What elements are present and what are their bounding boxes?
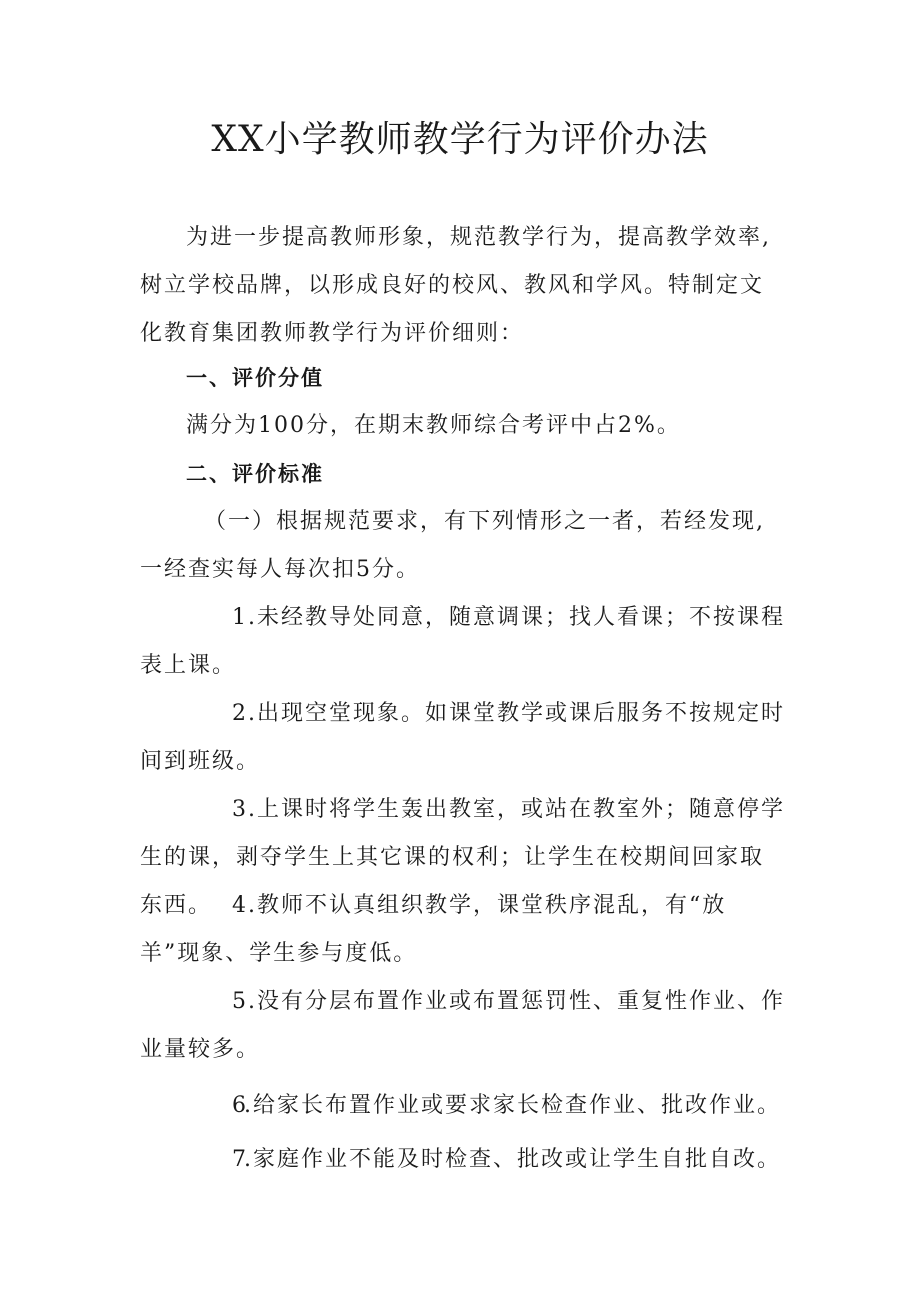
item-number: 7 xyxy=(232,1147,248,1172)
item-text: .教师不认真组织教学，课堂秩序混乱，有“放羊”现象、学生参与度低。 xyxy=(140,893,727,966)
item-text: .出现空堂现象。如课堂教学或课后服务不按规定时间到班级。 xyxy=(140,701,785,774)
item-number: 3 xyxy=(232,797,248,822)
list-item xyxy=(140,1136,785,1184)
list-item xyxy=(140,1082,785,1130)
section-2-heading: 二、评价标准 xyxy=(186,462,324,486)
item-text: .家庭作业不能及时检查、批改或让学生自批自改。 xyxy=(244,1147,781,1172)
intro-paragraph: 为进一步提高教师形象，规范教学行为，提高教学效率,树立学校品牌，以形成良好的校风、教风和学风。特制定文化教育集团教师教学行为评价细则： xyxy=(140,225,771,346)
item-number: 4 xyxy=(232,893,248,918)
item-text: .给家长布置作业或要求家长检查作业、批改作业。 xyxy=(244,1093,781,1118)
list-item xyxy=(140,882,785,978)
list-item xyxy=(140,978,785,1074)
section-1-text: 满分为100分，在期末教师综合考评中占2%。 xyxy=(186,413,681,438)
item-number: 6 xyxy=(232,1093,248,1118)
item-number: 2 xyxy=(232,701,248,726)
document-title: XX小学教师教学行为评价办法 xyxy=(211,119,709,160)
list-item xyxy=(140,690,785,786)
section-1-heading: 一、评价分值 xyxy=(186,366,324,390)
item-text: .上课时将学生轰出教室，或站在教室外；随意停学生的课，剥夺学生上其它课的权利；让学生在校期间回家取东西。 xyxy=(140,797,785,918)
item-text: .未经教导处同意，随意调课；找人看课；不按课程表上课。 xyxy=(140,605,785,678)
item-number: 5 xyxy=(232,989,248,1014)
item-text: .没有分层布置作业或布置惩罚性、重复性作业、作业量较多。 xyxy=(140,989,785,1062)
item-number: 1 xyxy=(232,605,248,630)
section-2-sub-1: （一）根据规范要求，有下列情形之一者，若经发现,一经查实每人每次扣5分。 xyxy=(140,509,765,582)
list-item xyxy=(140,594,785,690)
